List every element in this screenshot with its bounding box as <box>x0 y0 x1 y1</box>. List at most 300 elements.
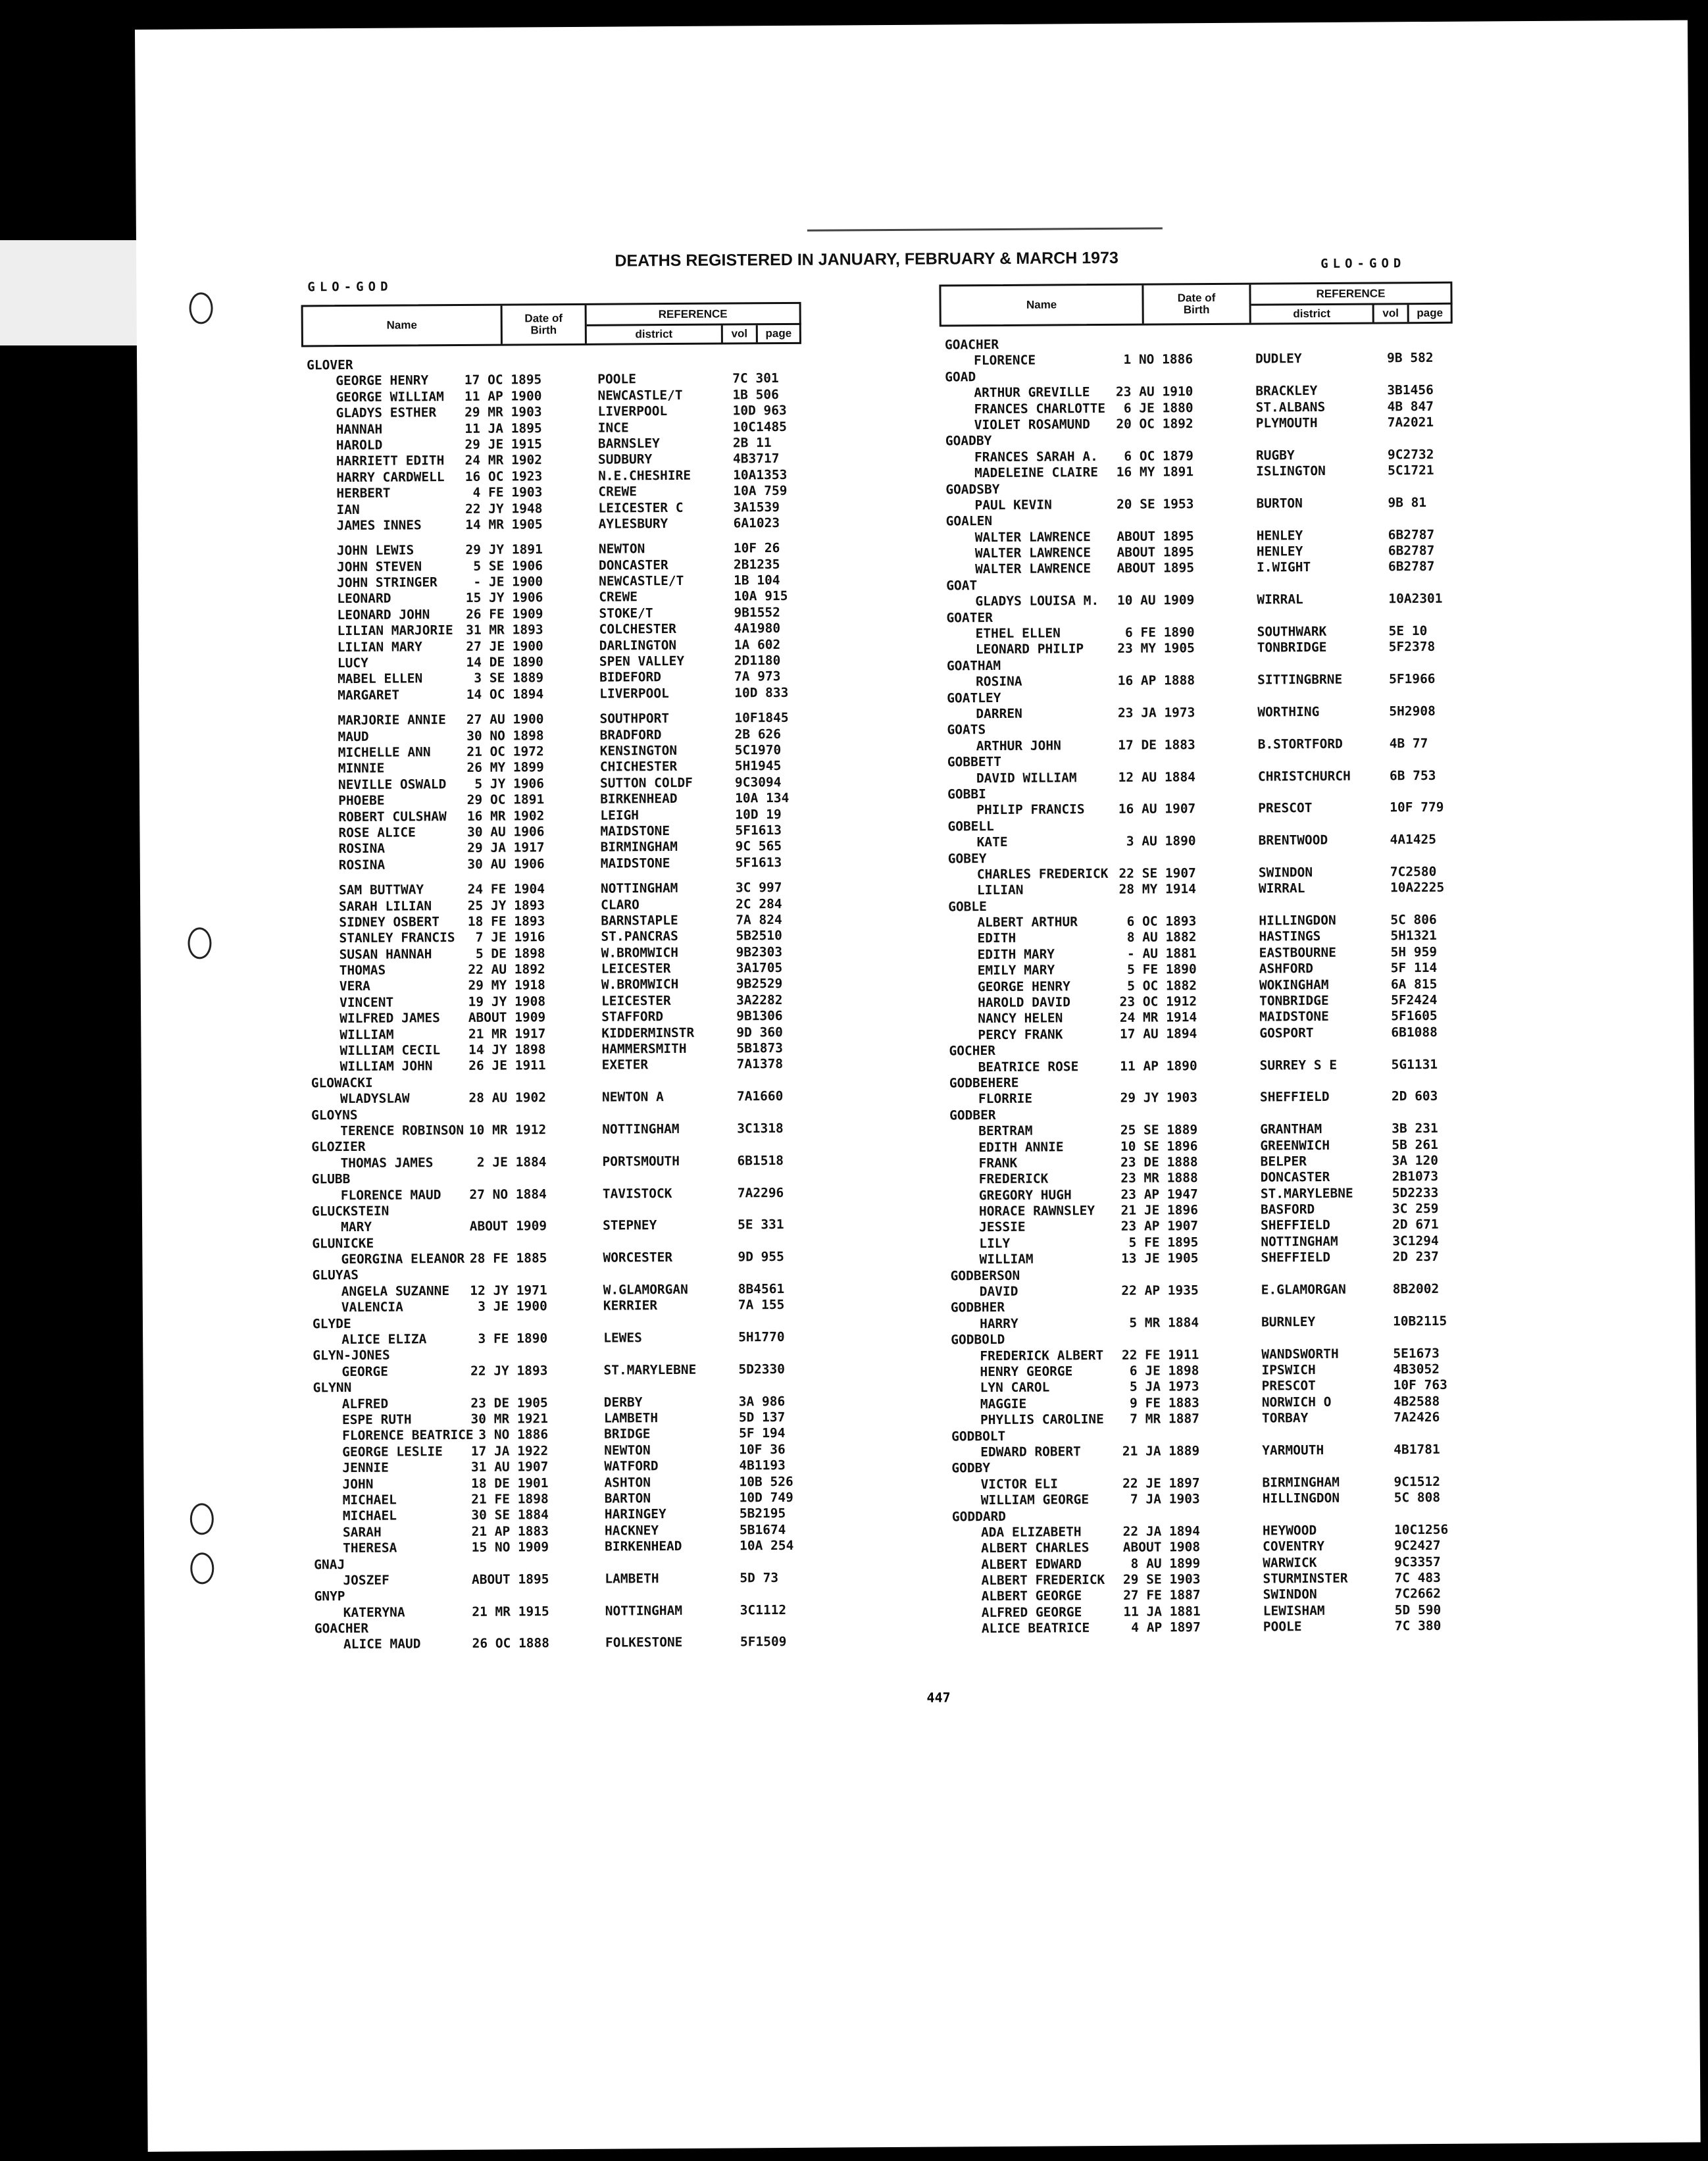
surname: GOATS <box>947 722 986 738</box>
volume-page: 5H 959 <box>1390 944 1438 960</box>
volume-page: 3A2282 <box>736 992 783 1008</box>
given-names: VICTOR ELI <box>980 1476 1059 1492</box>
punch-hole <box>190 1552 214 1584</box>
district: ST.MARYLEBNE <box>1260 1185 1353 1202</box>
volume-page: 6B2787 <box>1388 526 1435 543</box>
date-of-birth: 8 AU 1899 <box>1130 1555 1201 1571</box>
district: COLCHESTER <box>599 621 677 637</box>
date-of-birth: 4 FE 1903 <box>472 484 543 501</box>
date-of-birth: 22 JY 1893 <box>470 1363 548 1379</box>
volume-page: 4A1980 <box>734 621 781 636</box>
given-names: FLORENCE MAUD <box>340 1186 441 1203</box>
death-entry-row <box>309 1633 809 1652</box>
volume-page: 5F1605 <box>1391 1008 1438 1024</box>
given-names: MADELEINE CLAIRE <box>974 465 1099 481</box>
given-names: STANLEY FRANCIS <box>339 930 455 946</box>
volume-page: 10F 26 <box>733 540 780 556</box>
district: LIVERPOOL <box>599 685 669 701</box>
district: INCE <box>597 419 629 436</box>
date-of-birth: 7 MR 1887 <box>1130 1411 1199 1427</box>
given-names: FRANCES CHARLOTTE <box>974 400 1106 417</box>
date-of-birth: 6 OC 1879 <box>1124 447 1194 464</box>
district: NOTTINGHAM <box>602 1121 680 1137</box>
district: FOLKESTONE <box>605 1635 683 1651</box>
given-names: WILLIAM GEORGE <box>980 1492 1090 1508</box>
given-names: THERESA <box>343 1540 397 1556</box>
surname: GOADBY <box>945 433 992 449</box>
date-of-birth: 23 DE 1888 <box>1120 1154 1198 1170</box>
district: HENLEY <box>1256 544 1303 559</box>
given-names: FRANCES SARAH A. <box>974 448 1098 465</box>
volume-page: 10D 833 <box>734 684 789 701</box>
district: HILLINGDON <box>1259 912 1336 928</box>
given-names: JOSZEF <box>343 1572 389 1589</box>
date-of-birth: 17 JA 1922 <box>470 1442 549 1459</box>
surname: GODBHER <box>950 1300 1005 1315</box>
date-of-birth: 12 JY 1971 <box>470 1283 547 1298</box>
date-of-birth: 1 NO 1886 <box>1123 351 1193 368</box>
date-of-birth: 22 JE 1897 <box>1122 1475 1200 1491</box>
district: BIRKENHEAD <box>600 791 678 807</box>
given-names: SARAH LILIAN <box>339 898 432 914</box>
date-of-birth: 25 SE 1889 <box>1120 1122 1198 1138</box>
volume-page: 3A 120 <box>1392 1152 1439 1169</box>
district: LEICESTER <box>601 961 671 977</box>
right-column <box>939 282 1461 1636</box>
district: SOUTHPORT <box>599 711 670 726</box>
volume-page: 10F 36 <box>739 1441 786 1458</box>
dob-header-line1: Date of <box>524 312 563 325</box>
volume-page: 10D 19 <box>735 806 782 822</box>
volume-page: 8B2002 <box>1392 1281 1440 1297</box>
date-of-birth: 28 MY 1914 <box>1118 881 1197 898</box>
volume-page: 7C 483 <box>1394 1569 1441 1586</box>
volume-page: 5D2233 <box>1392 1184 1439 1201</box>
given-names: HERBERT <box>336 485 391 501</box>
district: EXETER <box>601 1057 649 1073</box>
given-names: MICHELLE ANN <box>338 744 431 761</box>
district: LEICESTER <box>601 992 671 1009</box>
volume-page: 7A 973 <box>734 669 781 684</box>
date-of-birth: 2 JE 1884 <box>476 1154 547 1170</box>
district: STURMINSTER <box>1263 1570 1348 1587</box>
surname: GOBBI <box>947 786 986 802</box>
date-of-birth: ABOUT 1909 <box>468 1009 546 1026</box>
district: HASTINGS <box>1259 928 1321 945</box>
date-of-birth: 22 AU 1892 <box>468 961 545 977</box>
volume-page: 5G1131 <box>1391 1056 1438 1072</box>
punch-hole <box>190 1503 214 1535</box>
district: CHICHESTER <box>599 759 678 775</box>
district: LIVERPOOL <box>597 403 668 419</box>
volume-page: 5F2424 <box>1390 992 1438 1008</box>
given-names: GEORGINA ELEANOR <box>341 1251 465 1267</box>
volume-page: 7A1378 <box>736 1056 784 1072</box>
volume-page: 3C1112 <box>740 1602 787 1618</box>
district: CREWE <box>598 484 638 499</box>
date-of-birth: 18 FE 1893 <box>467 913 545 929</box>
date-of-birth: 24 MR 1902 <box>465 452 543 469</box>
district: DERBY <box>603 1394 643 1410</box>
volume-page: 9B2529 <box>736 976 783 992</box>
district: PLYMOUTH <box>1255 415 1318 431</box>
date-of-birth: 21 JA 1889 <box>1122 1443 1200 1459</box>
volume-page: 5D 137 <box>738 1410 786 1425</box>
district: BIRKENHEAD <box>605 1538 682 1554</box>
district: BELPER <box>1260 1154 1307 1169</box>
volume-page: 5D2330 <box>738 1361 785 1377</box>
district: W.GLAMORGAN <box>603 1281 688 1298</box>
given-names: JOHN <box>342 1476 374 1492</box>
volume-page: 5B1873 <box>736 1040 783 1056</box>
district: BURNLEY <box>1261 1313 1316 1330</box>
surname: GLOVER <box>307 357 353 373</box>
district: BIRMINGHAM <box>600 839 678 855</box>
district: E.GLAMORGAN <box>1261 1281 1346 1298</box>
volume-page: 2B1235 <box>733 556 780 572</box>
given-names: LILY <box>979 1235 1011 1252</box>
district: MAIDSTONE <box>600 855 670 871</box>
given-names: ADA ELIZABETH <box>980 1524 1082 1540</box>
surname: GNYP <box>314 1589 345 1604</box>
volume-page: 4A1425 <box>1390 832 1437 848</box>
surname: GOBELL <box>947 818 994 834</box>
given-names: CHARLES FREDERICK <box>976 865 1109 882</box>
given-names: ALICE MAUD <box>343 1636 421 1652</box>
volume-page: 6A 815 <box>1390 976 1438 992</box>
surname: GOBBETT <box>947 754 1002 770</box>
date-of-birth: 23 MR 1888 <box>1120 1170 1198 1186</box>
given-names: THOMAS <box>339 962 386 979</box>
date-of-birth: 10 MR 1912 <box>468 1122 547 1138</box>
volume-page: 3B 231 <box>1392 1121 1438 1136</box>
volume-page: 6B2787 <box>1388 559 1435 574</box>
district: BRENTWOOD <box>1258 832 1328 848</box>
volume-page: 10A 134 <box>735 790 790 806</box>
district: DARLINGTON <box>599 637 677 653</box>
surname: GLUCKSTEIN <box>311 1203 389 1219</box>
date-of-birth: 26 FE 1909 <box>465 606 543 622</box>
volume-page: 5C 806 <box>1390 912 1437 928</box>
volume-page: 9C3357 <box>1394 1554 1441 1570</box>
col-dob-header <box>503 305 585 344</box>
district: SURREY S E <box>1259 1057 1338 1073</box>
district: WATFORD <box>604 1458 659 1474</box>
given-names: ALBERT ARTHUR <box>977 914 1078 930</box>
volume-page: 6B2787 <box>1388 543 1435 559</box>
given-names: FLORRIE <box>978 1091 1033 1107</box>
date-of-birth: 5 JY 1906 <box>474 775 545 792</box>
given-names: FLORENCE <box>974 353 1036 369</box>
district: LEWES <box>603 1330 642 1346</box>
surname: GLOZIER <box>311 1139 366 1155</box>
given-names: NEVILLE OSWALD <box>338 776 447 792</box>
date-of-birth: 21 FE 1898 <box>471 1491 549 1507</box>
volume-page: 5F2378 <box>1388 639 1436 655</box>
given-names: ROBERT CULSHAW <box>338 808 447 825</box>
given-names: JESSIE <box>979 1219 1026 1235</box>
date-of-birth: 30 MR 1921 <box>470 1411 548 1427</box>
date-of-birth: 17 AU 1894 <box>1119 1025 1197 1042</box>
given-names: TERENCE ROBINSON <box>340 1122 465 1139</box>
date-of-birth: 3 AU 1890 <box>1126 833 1196 849</box>
volume-page: 7A 824 <box>736 911 782 928</box>
surname: GODBEHERE <box>949 1075 1019 1091</box>
district: DONCASTER <box>1260 1169 1330 1185</box>
volume-page: 5H1945 <box>734 758 782 774</box>
date-of-birth: 23 AP 1947 <box>1120 1186 1198 1202</box>
given-names: SAM BUTTWAY <box>338 882 424 898</box>
district: WARWICK <box>1263 1554 1317 1571</box>
given-names: VINCENT <box>339 994 394 1010</box>
given-names: GLADYS LOUISA M. <box>975 593 1099 609</box>
date-of-birth: 25 JY 1893 <box>467 897 545 913</box>
volume-page: 5F1613 <box>735 822 782 838</box>
surname: GOBEY <box>947 850 987 866</box>
district: NOTTINGHAM <box>600 880 678 896</box>
punch-hole <box>189 292 213 324</box>
given-names: LEONARD <box>337 591 391 607</box>
volume-page: 9B 582 <box>1387 350 1434 366</box>
given-names: VERA <box>339 979 370 994</box>
date-of-birth: 29 JY 1903 <box>1120 1090 1198 1106</box>
given-names: KATERYNA <box>343 1604 405 1620</box>
index-range-right: GLO-GOD <box>1320 256 1406 271</box>
district: SUTTON COLDF <box>599 775 693 791</box>
volume-page: 10F1845 <box>734 710 789 726</box>
volume-page: 10F 779 <box>1390 800 1444 815</box>
volume-page: 10D 749 <box>739 1489 793 1506</box>
volume-page: 9C3094 <box>734 774 782 790</box>
date-of-birth: 3 NO 1886 <box>478 1427 549 1443</box>
surname: GODBOLD <box>951 1332 1005 1348</box>
volume-page: 5C1721 <box>1388 463 1434 478</box>
date-of-birth: 5 SE 1906 <box>473 557 543 574</box>
volume-page: 2B 11 <box>732 435 772 451</box>
volume-page: 6A1023 <box>733 515 780 531</box>
surname: GOCHER <box>949 1043 996 1059</box>
dob-header-line1: Date of <box>1177 292 1216 305</box>
date-of-birth: 23 MY 1905 <box>1117 640 1195 657</box>
given-names: ALICE ELIZA <box>341 1331 427 1348</box>
volume-page: 4B3717 <box>732 451 780 467</box>
surname: GOADSBY <box>945 481 1000 497</box>
volume-page: 3A1539 <box>733 499 780 515</box>
date-of-birth: 30 SE 1884 <box>471 1507 549 1523</box>
volume-page: 3C1318 <box>737 1120 784 1136</box>
district: PORTSMOUTH <box>602 1153 680 1169</box>
district: LAMBETH <box>603 1410 659 1426</box>
volume-page: 5F1509 <box>740 1634 787 1650</box>
district: NEWTON A <box>601 1089 664 1105</box>
date-of-birth: 14 JY 1898 <box>468 1042 546 1057</box>
district: DONCASTER <box>598 557 668 573</box>
given-names: PAUL KEVIN <box>974 497 1052 513</box>
district: BARNSTAPLE <box>601 912 678 928</box>
col-reference-header: REFERENCE <box>658 307 728 320</box>
district: LAMBETH <box>605 1571 659 1587</box>
given-names: MINNIE <box>338 761 385 776</box>
date-of-birth: 6 OC 1893 <box>1126 913 1197 929</box>
surname: GLYNN <box>313 1380 352 1396</box>
volume-page: 4B2588 <box>1393 1393 1440 1410</box>
volume-page: 9B1552 <box>734 604 780 621</box>
date-of-birth: 29 JA 1917 <box>467 840 545 856</box>
date-of-birth: 17 OC 1895 <box>464 372 542 388</box>
left-column <box>301 302 809 1652</box>
date-of-birth: 30 NO 1898 <box>466 727 544 744</box>
col-name-header: Name <box>1026 298 1057 311</box>
date-of-birth: 27 FE 1887 <box>1123 1587 1201 1604</box>
district: TORBAY <box>1261 1410 1309 1426</box>
volume-page: 1A 602 <box>734 636 781 653</box>
volume-page: 7A1660 <box>736 1088 784 1104</box>
date-of-birth: 6 JE 1880 <box>1123 399 1193 416</box>
volume-page: 10D 963 <box>732 403 787 419</box>
district: ISLINGTON <box>1256 463 1326 479</box>
given-names: PHYLLIS CAROLINE <box>980 1411 1104 1428</box>
volume-page: 5B2510 <box>736 928 782 944</box>
volume-page: 5E 10 <box>1388 623 1428 639</box>
date-of-birth: 22 AP 1935 <box>1121 1283 1199 1298</box>
date-of-birth: 13 JE 1905 <box>1120 1250 1199 1267</box>
district: TONBRIDGE <box>1257 640 1327 656</box>
surname: GOBLE <box>948 898 987 915</box>
district: RUGBY <box>1255 447 1295 463</box>
district: WANDSWORTH <box>1261 1346 1339 1362</box>
date-of-birth: ABOUT 1909 <box>469 1218 547 1234</box>
volume-page: 6B1518 <box>737 1152 784 1169</box>
surname: GOATLEY <box>947 690 1001 706</box>
date-of-birth: ABOUT 1895 <box>1117 544 1194 560</box>
volume-page: 10A 915 <box>734 588 788 604</box>
district: POOLE <box>1263 1619 1302 1635</box>
volume-page: 7A2426 <box>1393 1410 1440 1425</box>
surname: GOACHER <box>944 336 999 353</box>
date-of-birth: 11 JA 1881 <box>1123 1604 1201 1619</box>
surname: GOALEN <box>945 513 993 529</box>
volume-page: 4B1193 <box>739 1458 786 1473</box>
col-page-header: page <box>1417 306 1444 320</box>
index-range-left: GLO-GOD <box>307 279 393 295</box>
date-of-birth: 7 JE 1916 <box>475 929 545 946</box>
given-names: EDITH MARY <box>977 946 1055 963</box>
date-of-birth: 22 SE 1907 <box>1118 865 1196 881</box>
given-names: MABEL ELLEN <box>337 671 423 687</box>
date-of-birth: 28 FE 1885 <box>469 1250 547 1267</box>
date-of-birth: 10 SE 1896 <box>1120 1138 1198 1154</box>
district: BIRMINGHAM <box>1262 1474 1340 1490</box>
date-of-birth: 11 JA 1895 <box>465 420 542 436</box>
district: IPSWICH <box>1261 1362 1316 1378</box>
volume-page: 7C 380 <box>1394 1618 1442 1634</box>
date-of-birth: 20 SE 1953 <box>1116 496 1194 512</box>
district: ST.ALBANS <box>1255 399 1326 415</box>
district: W.BROMWICH <box>601 944 679 961</box>
date-of-birth: 5 OC 1882 <box>1127 977 1197 994</box>
volume-page: 5D 590 <box>1394 1602 1442 1618</box>
volume-page: 10B2115 <box>1392 1313 1447 1329</box>
volume-page: 5H1321 <box>1390 928 1437 944</box>
date-of-birth: 16 OC 1923 <box>465 468 543 484</box>
given-names: FLORENCE BEATRICE <box>341 1427 474 1444</box>
date-of-birth: - JE 1900 <box>473 574 543 590</box>
volume-page: 10C1485 <box>732 419 787 435</box>
given-names: GREGORY HUGH <box>978 1187 1072 1203</box>
given-names: PHILIP FRANCIS <box>976 801 1085 818</box>
volume-page: 10A1353 <box>733 467 788 483</box>
given-names: ETHEL ELLEN <box>975 625 1061 642</box>
given-names: LUCY <box>337 655 368 671</box>
given-names: MAUD <box>338 728 369 744</box>
volume-page: 9D 360 <box>736 1024 783 1040</box>
district: W.BROMWICH <box>601 977 679 993</box>
given-names: ALBERT GEORGE <box>981 1588 1082 1604</box>
date-of-birth: 24 FE 1904 <box>467 881 545 898</box>
given-names: MAGGIE <box>980 1396 1027 1411</box>
district: LEICESTER C <box>598 499 684 516</box>
given-names: BERTRAM <box>978 1123 1033 1139</box>
date-of-birth: 31 MR 1893 <box>466 622 543 638</box>
given-names: GEORGE <box>341 1363 388 1379</box>
date-of-birth: ABOUT 1895 <box>1117 560 1195 576</box>
given-names: ARTHUR JOHN <box>976 738 1061 753</box>
district: WOKINGHAM <box>1259 977 1329 993</box>
given-names: PHOEBE <box>338 792 385 809</box>
district: HENLEY <box>1256 527 1303 544</box>
district: HARINGEY <box>604 1506 666 1523</box>
district: WIRRAL <box>1258 880 1305 896</box>
given-names: ROSINA <box>338 841 386 857</box>
given-names: ESPE RUTH <box>341 1411 412 1428</box>
surname: GODBER <box>949 1107 996 1123</box>
district: ST.PANCRAS <box>601 928 678 944</box>
volume-page: 8B4561 <box>738 1281 785 1297</box>
volume-page: 2B 626 <box>734 726 782 742</box>
given-names: ALFRED <box>341 1396 389 1411</box>
volume-page: 3B1456 <box>1387 382 1434 398</box>
given-names: EDWARD ROBERT <box>980 1444 1081 1460</box>
given-names: LEONARD JOHN <box>337 607 430 623</box>
volume-page: 10A 759 <box>733 483 788 499</box>
district: B.STORTFORD <box>1257 736 1343 752</box>
given-names: PERCY FRANK <box>978 1027 1063 1042</box>
given-names: HAROLD DAVID <box>977 994 1071 1011</box>
surname: GLYDE <box>312 1315 351 1332</box>
surname: GODBOLT <box>951 1428 1006 1444</box>
col-reference-header: REFERENCE <box>1316 286 1386 300</box>
given-names: HENRY GEORGE <box>980 1363 1073 1380</box>
volume-page: 9D 955 <box>738 1249 784 1265</box>
volume-page: 5F1613 <box>735 854 782 871</box>
date-of-birth: 24 MR 1914 <box>1119 1009 1197 1026</box>
given-names: LYN CAROL <box>980 1379 1050 1396</box>
volume-page: 3C1294 <box>1392 1233 1439 1249</box>
page-number: 447 <box>926 1689 951 1706</box>
date-of-birth: 27 AU 1900 <box>466 711 544 728</box>
district: BARTON <box>604 1490 651 1506</box>
given-names: GEORGE LESLIE <box>342 1443 443 1460</box>
date-of-birth: 18 DE 1901 <box>471 1475 549 1491</box>
dob-header-line2: Birth <box>530 324 557 337</box>
volume-page: 4B1781 <box>1394 1441 1440 1458</box>
district: BRACKLEY <box>1255 383 1318 399</box>
date-of-birth: 5 MR 1884 <box>1129 1314 1199 1331</box>
date-of-birth: 12 AU 1884 <box>1118 769 1196 785</box>
district: MAIDSTONE <box>1259 1009 1329 1025</box>
volume-page: 9C1512 <box>1394 1473 1441 1490</box>
district: CREWE <box>599 589 638 605</box>
